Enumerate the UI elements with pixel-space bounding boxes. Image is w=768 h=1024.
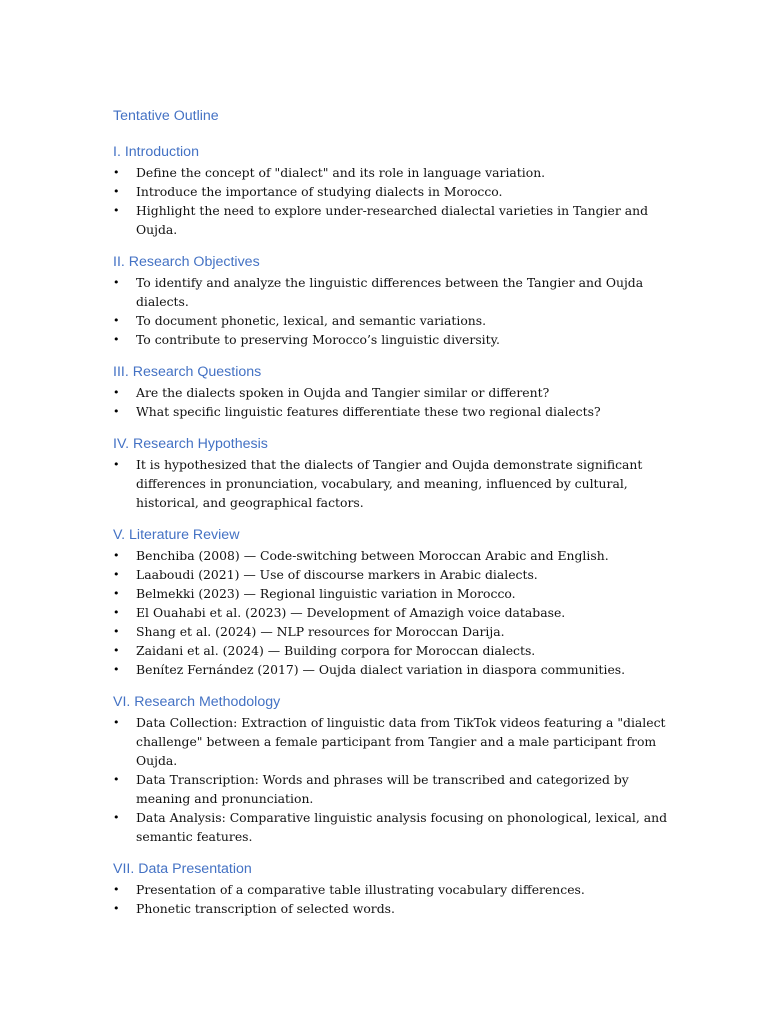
bullet-text: Benítez Fernández (2017) — Oujda dialect variation in diaspora communities. [136, 662, 626, 677]
bullet-text: Highlight the need to explore under-researched dialectal varieties in Tangier and Oujda. [136, 203, 649, 237]
bullet-icon: • [113, 185, 120, 198]
bullet-icon: • [113, 606, 120, 619]
bullet-list [113, 273, 673, 349]
bullet-icon: • [113, 333, 120, 346]
bullet-item [113, 330, 673, 349]
section-heading: V. Literature Review [113, 527, 240, 543]
bullet-text: To document phonetic, lexical, and semantic variations. [136, 313, 487, 328]
bullet-text: Benchiba (2008) — Code-switching between Moroccan Arabic and English. [136, 548, 609, 563]
outline-section [113, 252, 673, 349]
bullet-item [113, 641, 673, 660]
bullet-list [113, 713, 673, 846]
section-heading: III. Research Questions [113, 364, 262, 380]
bullet-list [113, 455, 673, 512]
bullet-text: Zaidani et al. (2024) — Building corpora for Moroccan dialects. [136, 643, 536, 658]
bullet-item [113, 311, 673, 330]
outline-section [113, 434, 673, 512]
bullet-icon: • [113, 716, 120, 729]
bullet-icon: • [113, 811, 120, 824]
document-title: Tentative Outline [113, 108, 219, 124]
bullet-text: Shang et al. (2024) — NLP resources for Moroccan Darija. [136, 624, 505, 639]
bullet-text: Data Transcription: Words and phrases will be transcribed and categorized by meaning and pronunciation. [136, 772, 629, 806]
bullet-item [113, 163, 673, 182]
section-heading: II. Research Objectives [113, 254, 260, 270]
bullet-icon: • [113, 276, 120, 289]
outline-sections [113, 142, 673, 918]
outline-section [113, 692, 673, 846]
bullet-icon: • [113, 625, 120, 638]
bullet-icon: • [113, 902, 120, 915]
bullet-item [113, 880, 673, 899]
bullet-icon: • [113, 386, 120, 399]
section-heading: VII. Data Presentation [113, 861, 252, 877]
bullet-text: To contribute to preserving Morocco’s linguistic diversity. [136, 332, 500, 347]
bullet-item [113, 273, 673, 311]
bullet-text: Data Analysis: Comparative linguistic analysis focusing on phonological, lexical, and semantic features. [136, 810, 668, 844]
bullet-text: What specific linguistic features differentiate these two regional dialects? [136, 404, 601, 419]
bullet-text: Belmekki (2023) — Regional linguistic variation in Morocco. [136, 586, 516, 601]
bullet-icon: • [113, 405, 120, 418]
section-heading: IV. Research Hypothesis [113, 436, 268, 452]
outline-section [113, 362, 673, 421]
section-heading: I. Introduction [113, 144, 199, 160]
bullet-item [113, 402, 673, 421]
bullet-item [113, 546, 673, 565]
bullet-icon: • [113, 204, 120, 217]
bullet-item [113, 182, 673, 201]
bullet-list [113, 880, 673, 918]
bullet-text: Laaboudi (2021) — Use of discourse markers in Arabic dialects. [136, 567, 538, 582]
bullet-item [113, 622, 673, 641]
bullet-icon: • [113, 644, 120, 657]
bullet-icon: • [113, 663, 120, 676]
document-body [113, 106, 673, 931]
bullet-item [113, 201, 673, 239]
bullet-icon: • [113, 587, 120, 600]
bullet-icon: • [113, 166, 120, 179]
bullet-item [113, 770, 673, 808]
bullet-text: It is hypothesized that the dialects of Tangier and Oujda demonstrate significant differences in pronunciation, vocabulary, and meaning, influenced by cultural, historical, and geographical factors. [136, 457, 643, 510]
bullet-icon: • [113, 568, 120, 581]
outline-section [113, 525, 673, 679]
bullet-list [113, 383, 673, 421]
bullet-icon: • [113, 773, 120, 786]
section-heading: VI. Research Methodology [113, 694, 281, 710]
bullet-item [113, 603, 673, 622]
bullet-item [113, 808, 673, 846]
bullet-text: Define the concept of "dialect" and its role in language variation. [136, 165, 546, 180]
bullet-text: Phonetic transcription of selected words. [136, 901, 395, 916]
bullet-item [113, 899, 673, 918]
bullet-icon: • [113, 883, 120, 896]
bullet-icon: • [113, 549, 120, 562]
outline-section [113, 142, 673, 239]
bullet-list [113, 163, 673, 239]
bullet-item [113, 660, 673, 679]
bullet-list [113, 546, 673, 679]
bullet-text: Introduce the importance of studying dialects in Morocco. [136, 184, 503, 199]
bullet-item [113, 383, 673, 402]
bullet-item [113, 455, 673, 512]
bullet-text: Data Collection: Extraction of linguistic data from TikTok videos featuring a "dialect challenge" between a female participant from Tangier and a male participant from Oujda. [136, 715, 666, 768]
bullet-text: To identify and analyze the linguistic differences between the Tangier and Oujda dialects. [136, 275, 644, 309]
bullet-item [113, 584, 673, 603]
bullet-icon: • [113, 314, 120, 327]
bullet-text: Presentation of a comparative table illustrating vocabulary differences. [136, 882, 585, 897]
bullet-text: Are the dialects spoken in Oujda and Tangier similar or different? [136, 385, 550, 400]
bullet-icon: • [113, 458, 120, 471]
outline-section [113, 859, 673, 918]
bullet-item [113, 713, 673, 770]
bullet-text: El Ouahabi et al. (2023) — Development of Amazigh voice database. [136, 605, 566, 620]
bullet-item [113, 565, 673, 584]
